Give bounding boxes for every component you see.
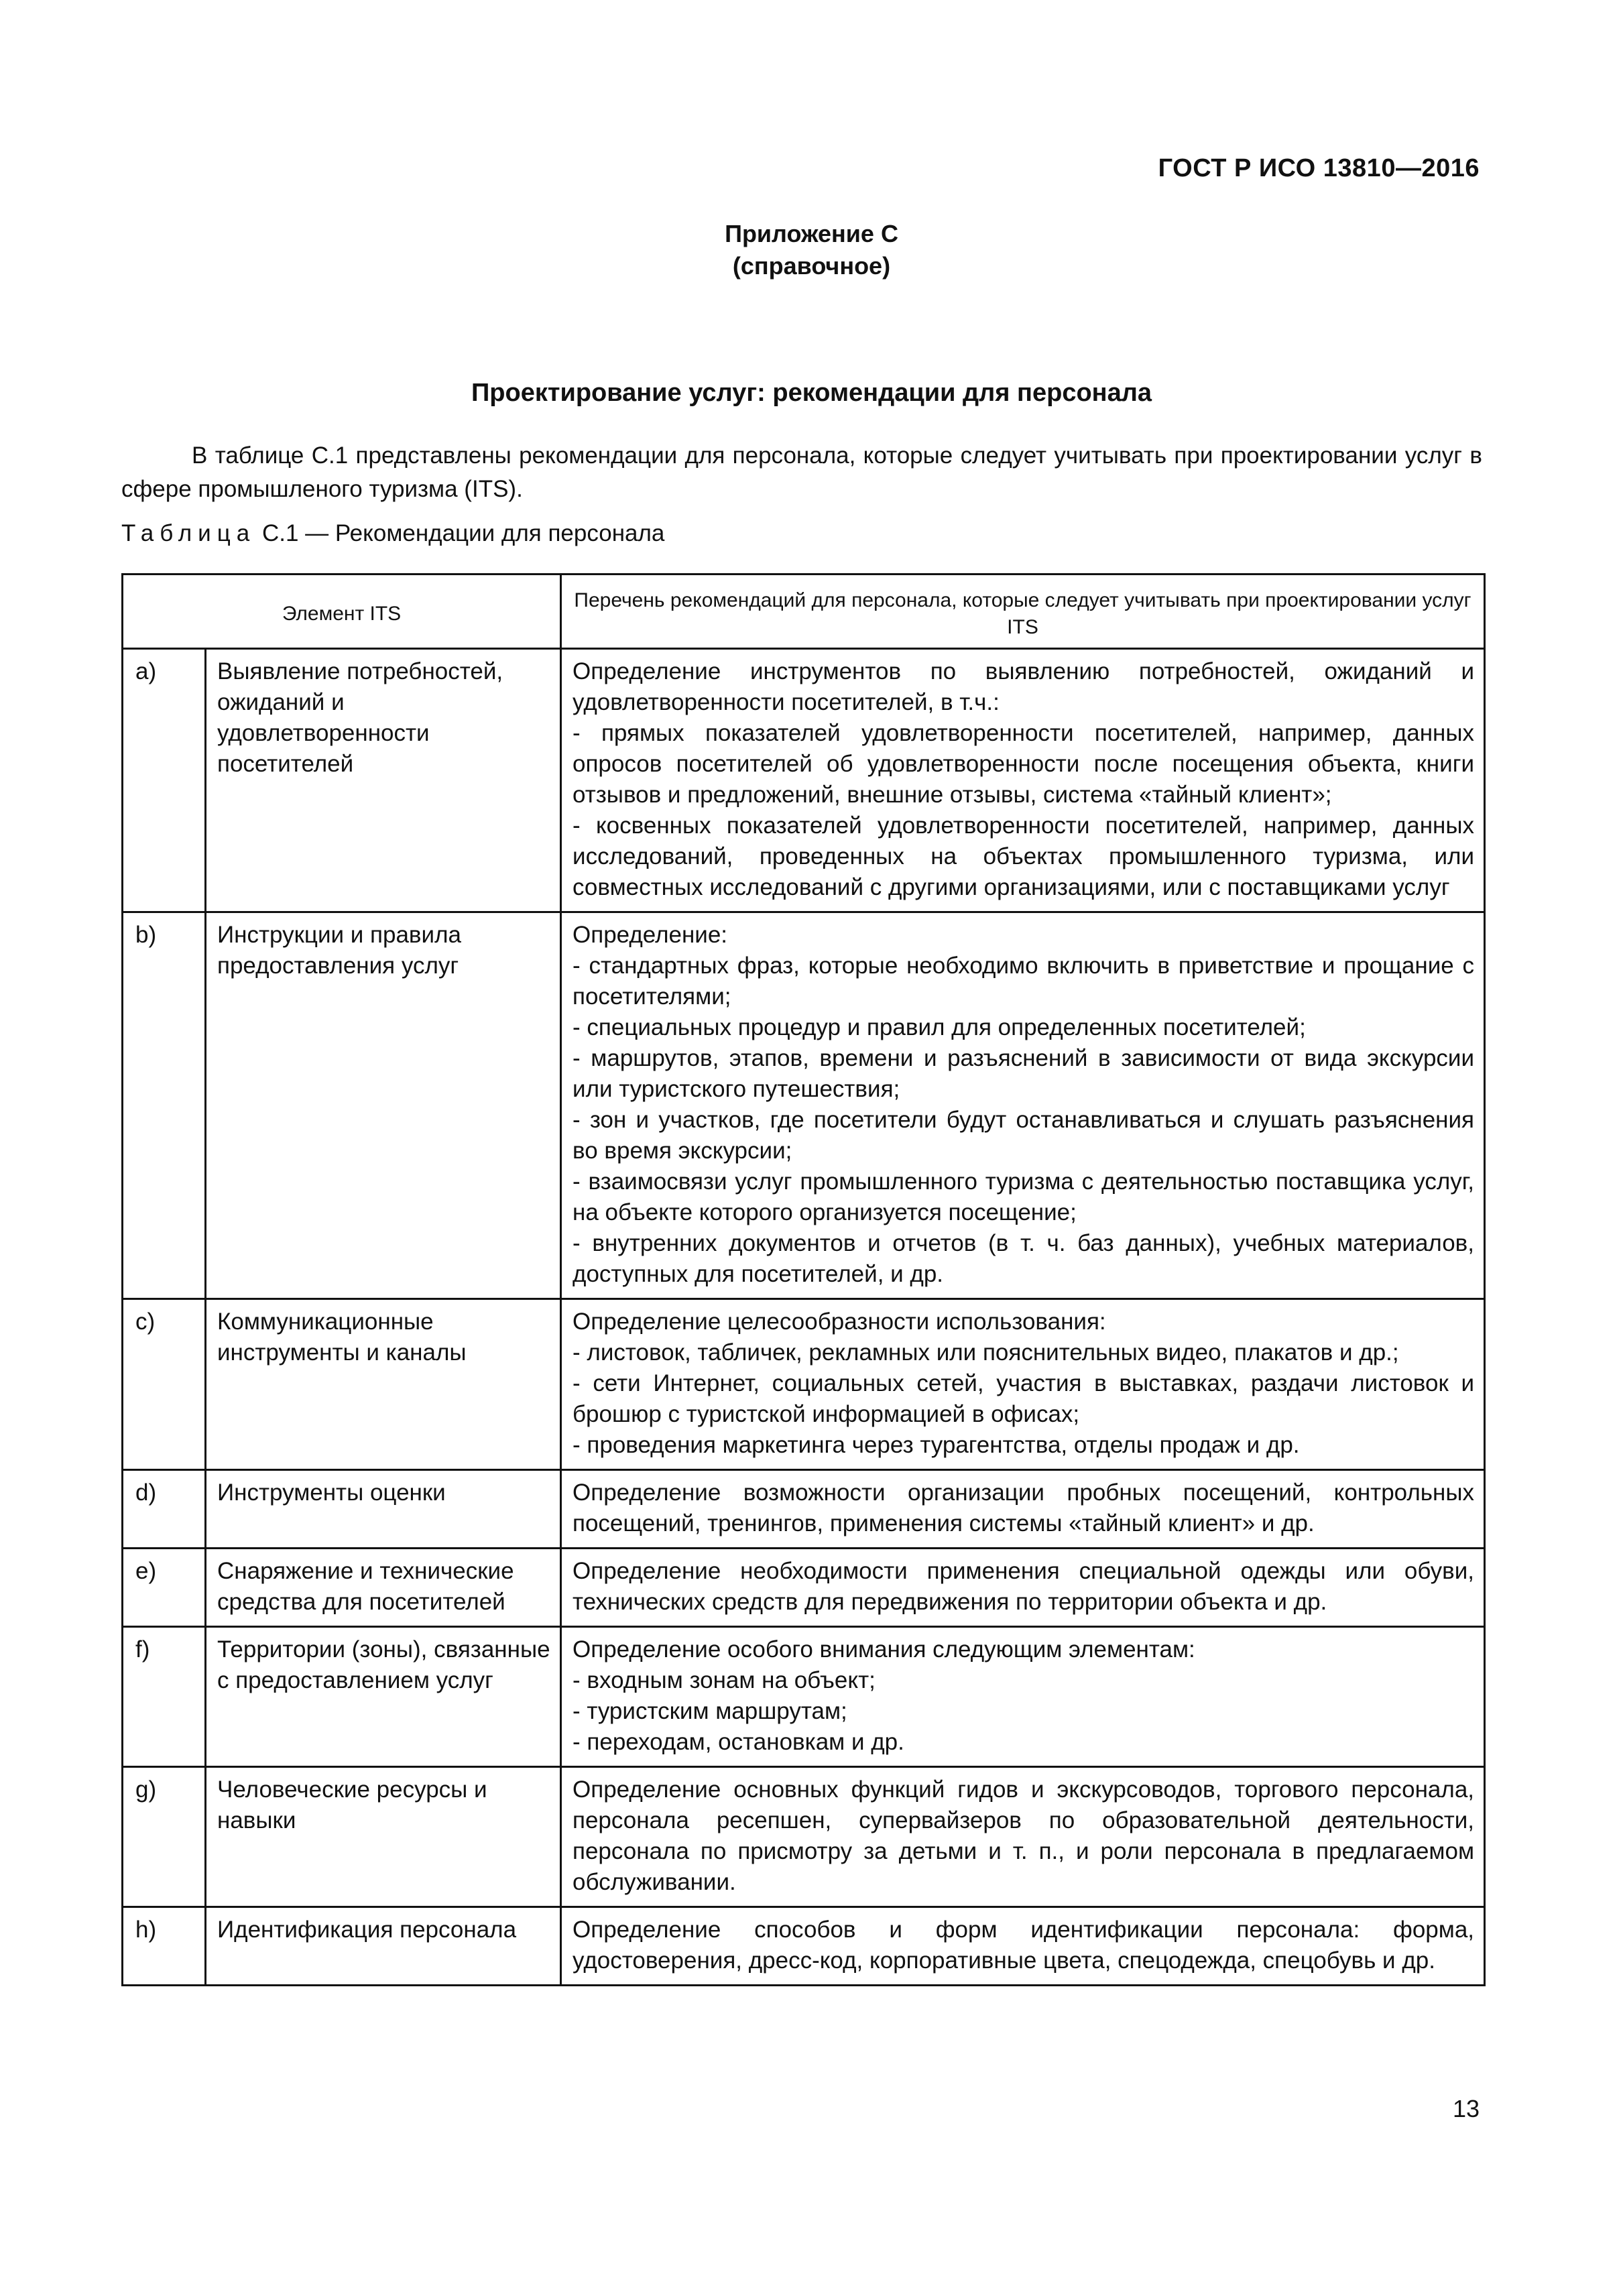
row-recommendations [561,1767,1485,1907]
row-letter: h) [123,1907,206,1986]
row-element: Снаряжение и технические средства для посетителей [206,1549,561,1627]
row-element: Идентификация персонала [206,1907,561,1986]
table-header-row [123,575,1485,649]
table-caption-text: С.1 — Рекомендации для персонала [255,520,665,546]
row-recommendations [561,1470,1485,1549]
recommendation-line: - зон и участков, где посетители будут останавливаться и слушать разъяснения во время экскурсии; [573,1107,1475,1164]
header-recommendations: Перечень рекомендаций для персонала, которые следует учитывать при проектировании услуг ITS [561,575,1485,649]
recommendation-line: - сети Интернет, социальных сетей, участия в выставках, раздачи листовок и брошюр с туристской информацией в офисах; [573,1370,1475,1427]
recommendation-line: Определение целесообразности использования: [573,1309,1106,1335]
standard-code: ГОСТ Р ИСО 13810—2016 [1158,154,1480,182]
recommendation-line: Определение возможности организации пробных посещений, контрольных посещений, тренингов, применения системы «тайный клиент» и др. [573,1479,1475,1536]
recommendation-line: - проведения маркетинга через турагентства, отделы продаж и др. [573,1432,1300,1458]
table-row [123,649,1485,912]
recommendation-line: - косвенных показателей удовлетворенности посетителей, например, данных исследований, проведенных на объектах промышленного туризма, или совместных исследований с другими организациями, или с поставщиками услуг [573,812,1475,900]
recommendation-line: Определение: [573,922,728,948]
recommendation-line: - внутренних документов и отчетов (в т. ч. баз данных), учебных материалов, доступных для посетителей, и др. [573,1230,1475,1287]
recommendation-line: - переходам, остановкам и др. [573,1729,904,1755]
recommendation-line: Определение необходимости применения специальной одежды или обуви, технических средств для передвижения по территории объекта и др. [573,1558,1475,1615]
table-caption-label: Таблица [121,520,256,546]
recommendation-line: - стандартных фраз, которые необходимо включить в приветствие и прощание с посетителями; [573,953,1475,1010]
table-body [123,649,1485,1986]
recommendation-line: - прямых показателей удовлетворенности посетителей, например, данных опросов посетителей об удовлетворенности после посещения объекта, книги отзывов и предложений, внешние отзывы, система «тайный клиент»; [573,720,1475,808]
recommendation-line: - специальных процедур и правил для определенных посетителей; [573,1014,1306,1040]
recommendation-line: Определение особого внимания следующим элементам: [573,1636,1195,1663]
annex-title: Приложение С [725,220,898,247]
intro-paragraph: В таблице С.1 представлены рекомендации для персонала, которые следует учитывать при проектировании услуг в сфере промышленого туризма (ITS). [121,442,1482,502]
row-recommendations [561,1299,1485,1470]
row-letter: а) [123,649,206,912]
table-row [123,1907,1485,1986]
row-letter: b) [123,912,206,1299]
row-letter: g) [123,1767,206,1907]
recommendation-line: - входным зонам на объект; [573,1667,876,1693]
table-row [123,1767,1485,1907]
annex-heading [0,218,1623,282]
row-element: Инструкции и правила предоставления услуг [206,912,561,1299]
row-letter: c) [123,1299,206,1470]
recommendations-table [121,573,1486,1986]
recommendation-line: - листовок, табличек, рекламных или пояснительных видео, плакатов и др.; [573,1339,1399,1366]
page-number: 13 [1452,2095,1480,2122]
row-recommendations [561,1907,1485,1986]
section-title: Проектирование услуг: рекомендации для персонала [471,379,1152,407]
table-row [123,1549,1485,1627]
table-row [123,1627,1485,1767]
row-letter: e) [123,1549,206,1627]
row-recommendations [561,912,1485,1299]
table-caption [121,520,664,547]
row-recommendations [561,649,1485,912]
recommendation-line: - туристским маршрутам; [573,1698,847,1724]
row-letter: f) [123,1627,206,1767]
recommendation-line: Определение способов и форм идентификации персонала: форма, удостоверения, дресс-код, корпоративные цвета, спецодежда, спецобувь и др. [573,1917,1475,1974]
table-row [123,1299,1485,1470]
row-recommendations [561,1627,1485,1767]
row-recommendations [561,1549,1485,1627]
recommendation-line: - маршрутов, этапов, времени и разъяснений в зависимости от вида экскурсии или туристского путешествия; [573,1045,1475,1102]
recommendation-line: - взаимосвязи услуг промышленного туризма с деятельностью поставщика услуг, на объекте которого организуется посещение; [573,1168,1475,1225]
row-element: Выявление потребностей, ожиданий и удовлетворенности посетителей [206,649,561,912]
row-element: Территории (зоны), связанные с предоставлением услуг [206,1627,561,1767]
recommendation-line: Определение основных функций гидов и экскурсоводов, торгового персонала, персонала ресепшен, супервайзеров по образовательной деятельности, персонала по присмотру за детьми и т. п., и роли персонала в предлагаемом обслуживании. [573,1776,1475,1895]
table-row [123,912,1485,1299]
annex-type: (справочное) [732,252,891,280]
header-element: Элемент ITS [123,575,561,649]
row-element: Человеческие ресурсы и навыки [206,1767,561,1907]
table-row [123,1470,1485,1549]
row-element: Коммуникационные инструменты и каналы [206,1299,561,1470]
row-letter: d) [123,1470,206,1549]
row-element: Инструменты оценки [206,1470,561,1549]
recommendation-line: Определение инструментов по выявлению потребностей, ожиданий и удовлетворенности посетителей, в т.ч.: [573,658,1475,715]
